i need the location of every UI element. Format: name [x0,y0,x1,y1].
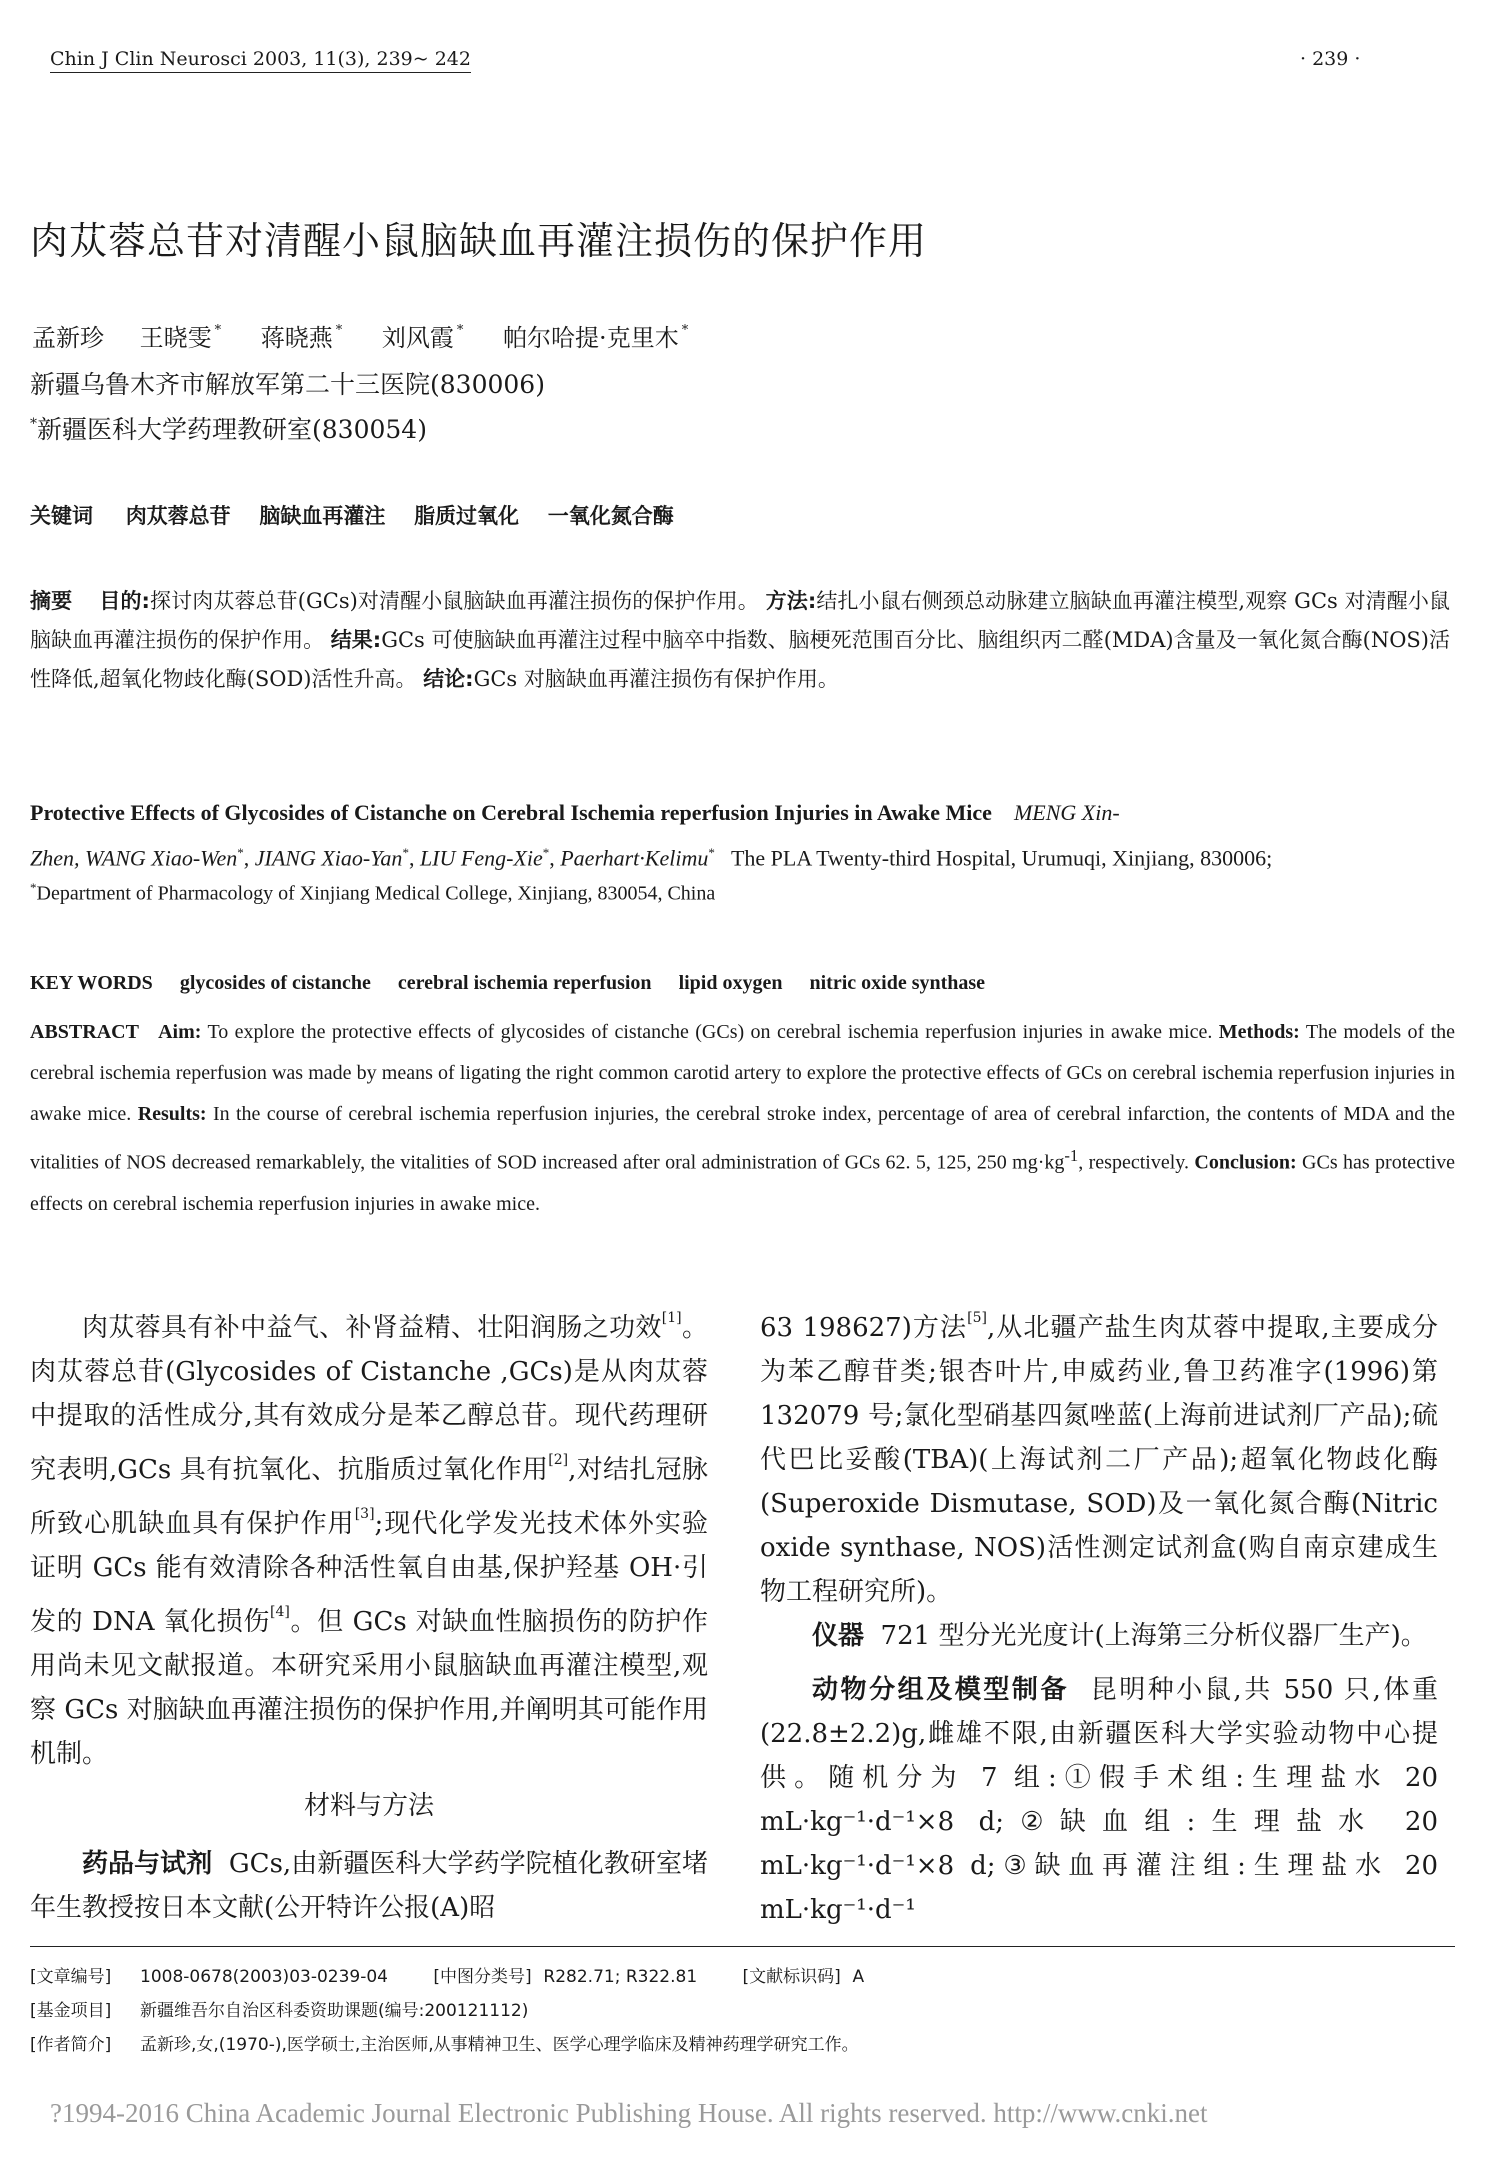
english-author: MENG Xin- [1013,800,1120,825]
english-title-block: Protective Effects of Glycosides of Cistanche on Cerebral Ischemia reperfusion Injuries in Awake Mice MENG Xin- Zhen, WANG Xiao-Wen*, JIANG Xiao-Yan*, LIU Feng-Xie*, Paerhart·Kelimu* The PLA Twenty-third Hospital, Urumuqi, Xinjiang, 830006; [30,800,1273,871]
footnote-line: [文章编号] 1008-0678(2003)03-0239-04 [中图分类号] R282.71; R322.81 [文献标识码] A [30,1967,865,1987]
paragraph: 肉苁蓉具有补中益气、补肾益精、壮阳润肠之功效[1]。肉苁蓉总苷(Glycosides of Cistanche ,GCs)是从肉苁蓉中提取的活性成分,其有效成分是苯乙醇总苷。现代药理研究表明,GCs 具有抗氧化、抗脂质过氧化作用[2],对结扎冠脉所致心肌缺血具有保护作用[3];现代化学发光技术体外实验证明 GCs 能有效清除各种活性氧自由基,保护羟基 OH·引发的 DNA 氧化损伤[4]。但 GCs 对缺血性脑损伤的防护作用尚未见文献报道。本研究采用小鼠脑缺血再灌注模型,观察 GCs 对脑缺血再灌注损伤的保护作用,并阐明其可能作用机制。 [30,1310,709,1769]
keyword-en: lipid oxygen [678,972,783,994]
author-mark: * [335,323,343,338]
method-text: 结扎小鼠右侧颈总动脉建立脑缺血再灌注模型,观察 GCs 对清醒小鼠脑缺血再灌注损伤的保护作用。 [30,589,1450,652]
citation: [1] [661,1310,682,1326]
body-right-column [760,1296,1438,1932]
author-name: 蒋晓燕 [260,324,333,352]
paragraph: 药品与试剂 GCs,由新疆医科大学药学院植化教研室堵年生教授按日本文献(公开特许公报(A)昭 [30,1849,708,1923]
paragraph: 63 198627)方法[5],从北疆产盐生肉苁蓉中提取,主要成分为苯乙醇苷类;银杏叶片,申威药业,鲁卫药准字(1996)第 132079 号;氯化型硝基四氮唑蓝(上海前进试剂厂产品);硫代巴比妥酸(TBA)(上海试剂二厂产品);超氧化物歧化酶(Superoxide Dismutase, SOD)及一氧化氮合酶(Nitric oxide synthase, NOS)活性测定试剂盒(购自南京建成生物工程研究所)。 [760,1310,1439,1607]
english-author: Paerhart·Kelimu [560,845,709,871]
footnote-line: [作者简介] 孟新珍,女,(1970-),医学硕士,主治医师,从事精神卫生、医学心理学临床及精神药理学研究工作。 [30,2035,859,2055]
body-left-column [30,1296,708,1930]
affiliation-mark: * [30,416,37,432]
citation: [2] [548,1452,569,1468]
aim-text: 探讨肉苁蓉总苷(GCs)对清醒小鼠脑缺血再灌注损伤的保护作用。 [149,589,759,613]
keyword: 脂质过氧化 [414,504,520,528]
author-mark: * [214,323,222,338]
subsection-label: 仪器 [812,1621,865,1651]
conclusion-en-text: GCs has protective effects on cerebral ischemia reperfusion injuries in awake mice. [30,1151,1456,1215]
author-name: 帕尔哈提·克里木 [503,324,679,352]
english-title: Protective Effects of Glycosides of Cistanche on Cerebral Ischemia reperfusion Injuries in Awake Mice [30,800,992,825]
footnote-rule [30,1946,1455,1947]
keyword-en: cerebral ischemia reperfusion [397,972,652,994]
author-mark: * [456,323,464,338]
footnote-line: [基金项目] 新疆维吾尔自治区科委资助课题(编号:200121112) [30,2001,529,2021]
keyword: 脑缺血再灌注 [259,504,386,528]
author-list [32,318,720,353]
abstract-en-label: ABSTRACT [30,1021,139,1043]
abstract-en: ABSTRACT Aim: To explore the protective effects of glycosides of cistanche (GCs) on cerebral ischemia reperfusion injuries in awake mice. Methods: The models of the cerebral ischemia reperfusion was made by means of ligating the right common carotid artery to explore the protective effects of GCs on cerebral ischemia reperfusion injuries in awake mice. Results: In the course of cerebral ischemia reperfusion injuries, the cerebral stroke index, percentage of area of cerebral infarction, the contents of MDA and the vitalities of NOS decreased remarkablely, the vitalities of SOD increased after oral administration of GCs 62. 5, 125, 250 $mg\cdot kg^{-1}$, respectively. Conclusion: GCs has protective effects on cerebral ischemia reperfusion injuries in awake mice. [30,1021,1456,1215]
keyword: 一氧化氮合酶 [547,504,674,528]
english-affiliation-1: The PLA Twenty-third Hospital, Urumuqi, Xinjiang, 830006; [730,845,1273,871]
conclusion-text: GCs 对脑缺血再灌注损伤有保护作用。 [473,667,839,691]
result-label: 结果: [330,628,382,652]
method-en-text: The models of the cerebral ischemia reperfusion was made by means of ligating the right common carotid artery to explore the protective effects of GCs on cerebral ischemia reperfusion injuries in awake mice. [30,1021,1456,1125]
method-en-label: Methods: [1218,1021,1300,1043]
citation: [5] [967,1310,987,1326]
english-author: JIANG Xiao-Yan [254,845,403,871]
english-author: LIU Feng-Xie [419,845,543,871]
keywords-en-label: KEY WORDS [30,972,153,994]
running-header: Chin J Clin Neurosci 2003, 11(3), 239~ 242 [50,48,471,73]
aim-label: 目的: [99,589,150,613]
author-name: 孟新珍 [32,324,104,352]
conclusion-label: 结论: [423,667,474,691]
section-heading: 材料与方法 [303,1791,434,1821]
keywords-en [30,972,1007,995]
keyword-en: glycosides of cistanche [179,972,371,994]
english-author: Zhen, WANG Xiao-Wen [30,845,238,871]
citation: [4] [270,1604,290,1620]
author-name: 刘风霞 [381,324,454,352]
author-name: 王晓雯 [139,324,212,352]
paragraph: 动物分组及模型制备 昆明种小鼠,共 550 只,体重(22.8±2.2)g,雌雄不限,由新疆医科大学实验动物中心提供。随机分为 7 组:①假手术组:生理盐水 20 mL·kg⁻¹·d⁻¹×8 d;②缺血组:生理盐水 20 mL·kg⁻¹·d⁻¹×8 d;③缺血再灌注组:生理盐水 20 mL·kg⁻¹·d⁻¹ [760,1675,1438,1925]
english-affiliation-2: *Department of Pharmacology of Xinjiang Medical College, Xinjiang, 830054, China [30,880,716,905]
result-en-text: In the course of cerebral ischemia reperfusion injuries, the cerebral stroke index, percentage of area of cerebral infarction, the contents of MDA and the vitalities of NOS decreased remarkablely, the vitalities of SOD increased after oral administration of GCs 62. 5, 125, 250 mg·kg [30,1103,1456,1174]
page-number: · 239 · [1300,48,1361,70]
aim-en-text: To explore the protective effects of glycosides of cistanche (GCs) on cerebral ischemia reperfusion injuries in awake mice. [207,1021,1213,1043]
abstract-cn [30,582,1450,699]
paragraph: 仪器 721 型分光光度计(上海第三分析仪器厂生产)。 [812,1621,1427,1651]
keyword-en: nitric oxide synthase [809,972,986,994]
affiliation-2: *新疆医科大学药理教研室(830054) [30,415,427,444]
affiliation-1: 新疆乌鲁木齐市解放军第二十三医院(830006) [30,370,545,399]
citation: [3] [354,1506,375,1522]
keywords-label: 关键词 [30,504,93,528]
copyright-notice: ?1994-2016 China Academic Journal Electronic Publishing House. All rights reserved. http://www.cnki.net [50,2098,1208,2128]
conclusion-en-label: Conclusion: [1194,1151,1297,1174]
author-mark: * [681,323,689,338]
keywords-cn [30,500,696,530]
abstract-label: 摘要 [30,589,73,613]
subsection-label: 动物分组及模型制备 [812,1675,1069,1705]
aim-en-label: Aim: [158,1021,202,1043]
subsection-label: 药品与试剂 [82,1849,213,1879]
result-text: GCs 可使脑缺血再灌注过程中脑卒中指数、脑梗死范围百分比、脑组织丙二醛(MDA)含量及一氧化氮合酶(NOS)活性降低,超氧化物歧化酶(SOD)活性升高。 [30,628,1451,691]
paper-title: 肉苁蓉总苷对清醒小鼠脑缺血再灌注损伤的保护作用 [30,219,928,263]
method-label: 方法: [765,589,817,613]
result-en-label: Results: [137,1103,207,1125]
keyword: 肉苁蓉总苷 [125,504,231,528]
